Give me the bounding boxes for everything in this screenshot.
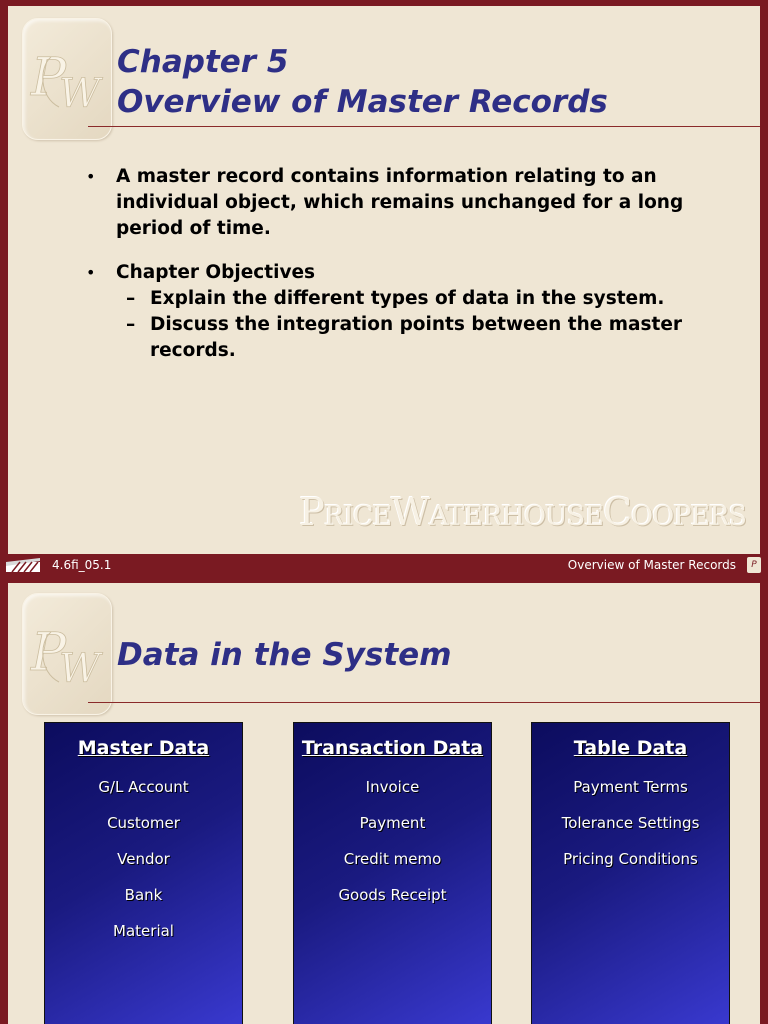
table-data-column — [531, 722, 730, 1024]
page-title: Data in the System — [117, 637, 452, 673]
list-item: Vendor — [117, 850, 170, 868]
sub-bullet-item — [116, 286, 706, 312]
page-title — [117, 42, 608, 122]
slide-2 — [8, 583, 760, 1024]
svg-text:W: W — [59, 71, 101, 117]
sub-bullet-item — [116, 312, 706, 364]
pwc-logo — [22, 593, 112, 715]
svg-text:W: W — [59, 646, 101, 692]
bullet-text: A master record contains information relating to an individual object, which remains unchanged for a long period of time. — [116, 166, 684, 239]
column-heading: Master Data — [77, 737, 210, 759]
title-line-1: Chapter 5 — [117, 44, 289, 80]
bullet-dot-icon: • — [86, 263, 96, 282]
bullet-list — [86, 164, 706, 382]
bullet-dot-icon: • — [86, 167, 96, 186]
sub-bullet-text: Discuss the integration points between the master records. — [150, 314, 683, 361]
title-divider — [88, 126, 760, 127]
sub-bullet-text: Explain the different types of data in the system. — [150, 288, 665, 309]
column-heading: Table Data — [573, 737, 688, 759]
pwc-logo — [22, 18, 112, 140]
list-item: G/L Account — [98, 778, 189, 796]
slide-footer — [0, 554, 768, 576]
title-divider — [88, 702, 760, 703]
title-line-2: Overview of Master Records — [117, 84, 608, 120]
list-item: Credit memo — [343, 850, 442, 868]
slide-1 — [8, 6, 760, 554]
list-item: Invoice — [365, 778, 420, 796]
company-watermark: PriceWaterhouseCoopers — [299, 490, 746, 534]
list-item: Customer — [107, 814, 180, 832]
list-item: Payment Terms — [573, 778, 688, 796]
list-item: Tolerance Settings — [561, 814, 700, 832]
transaction-data-column — [293, 722, 492, 1024]
dash-icon: – — [126, 288, 136, 309]
bullet-text: Chapter Objectives — [116, 262, 316, 283]
slide-id: 4.6fi_05.1 — [52, 558, 112, 572]
flag-icon — [6, 558, 40, 572]
svg-text:P: P — [31, 48, 66, 108]
bullet-item — [86, 260, 706, 364]
list-item: Payment — [359, 814, 426, 832]
svg-text:P: P — [31, 623, 66, 683]
column-heading: Transaction Data — [301, 737, 484, 759]
pwc-logo-icon — [29, 37, 105, 117]
bullet-item — [86, 164, 706, 242]
list-item: Material — [113, 922, 174, 940]
list-item: Bank — [124, 886, 163, 904]
mini-logo-icon: P — [747, 557, 761, 573]
footer-title: Overview of Master Records — [567, 558, 736, 572]
list-item: Goods Receipt — [338, 886, 447, 904]
pwc-logo-icon — [29, 612, 105, 692]
master-data-column — [44, 722, 243, 1024]
list-item: Pricing Conditions — [563, 850, 698, 868]
dash-icon: – — [126, 314, 136, 335]
